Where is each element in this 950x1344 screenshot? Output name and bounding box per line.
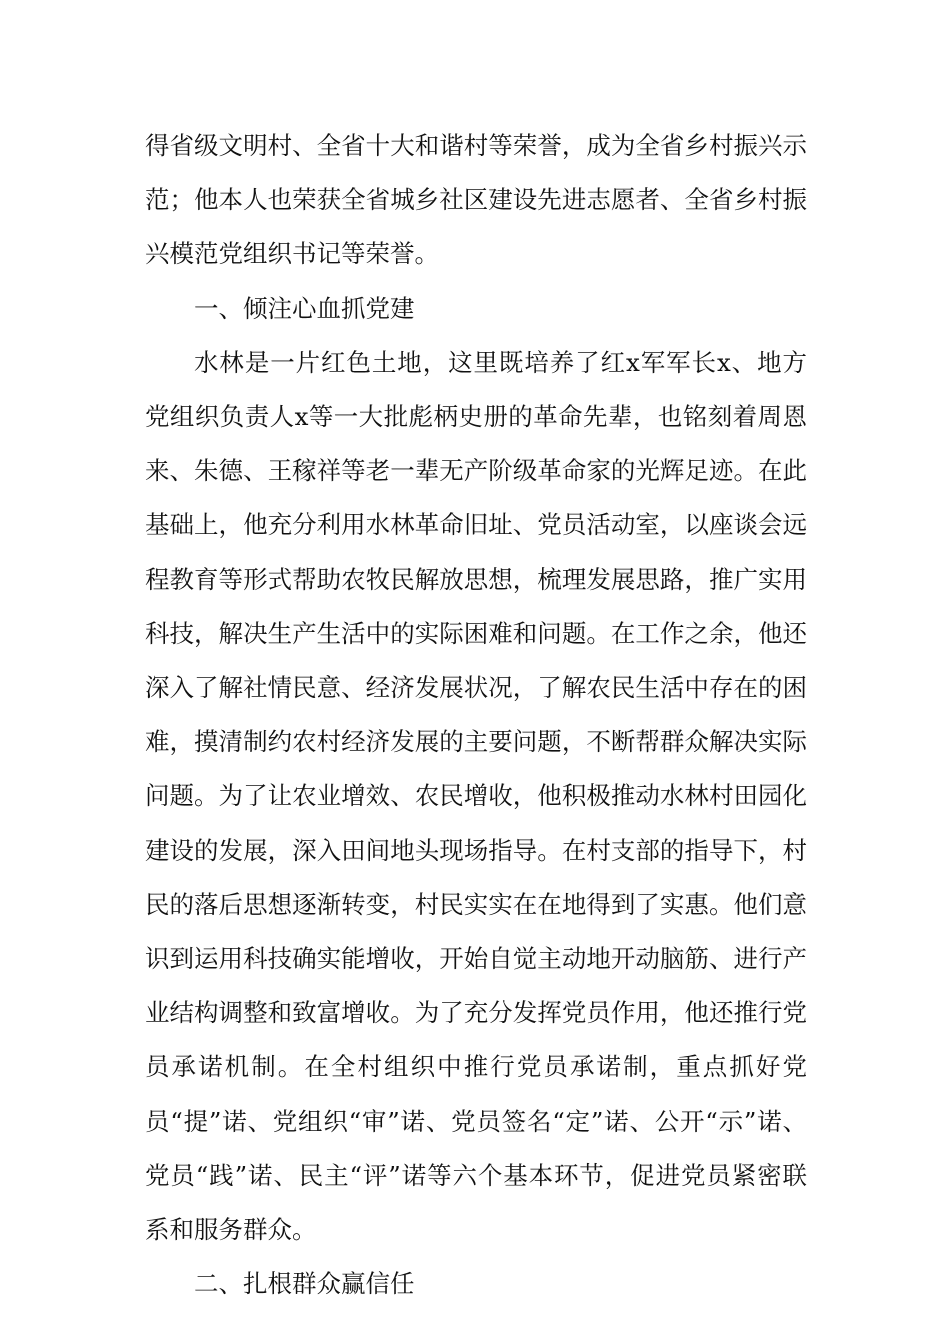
paragraph-party-building: 水林是一片红色土地，这里既培养了红x军军长x、地方党组织负责人x等一大批彪柄史册的革命先辈，也铭刻着周恩来、朱德、王稼祥等老一辈无产阶级革命家的光辉足迹。在此基础上，他充分利用水林革命旧址、党员活动室，以座谈会远程教育等形式帮助农牧民解放思想，梳理发展思路，推广实用科技，解决生产生活中的实际困难和问题。在工作之余，他还深入了解社情民意、经济发展状况，了解农民生活中存在的困难，摸清制约农村经济发展的主要问题，不断帮群众解决实际问题。为了让农业增效、农民增收，他积极推动水林村田园化建设的发展，深入田间地头现场指导。在村支部的指导下，村民的落后思想逐渐转变，村民实实在在地得到了实惠。他们意识到运用科技确实能增收，开始自觉主动地开动脑筋、进行产业结构调整和致富增收。为了充分发挥党员作用，他还推行党员承诺机制。在全村组织中推行党员承诺制，重点抓好党员“提”诺、党组织“审”诺、党员签名“定”诺、公开“示”诺、党员“践”诺、民主“评”诺等六个基本环节，促进党员紧密联系和服务群众。 [145, 347, 807, 1245]
paragraph-honors: 得省级文明村、全省十大和谐村等荣誉，成为全省乡村振兴示范；他本人也荣获全省城乡社区建设先进志愿者、全省乡村振兴模范党组织书记等荣誉。 [145, 131, 807, 269]
document-body [145, 119, 807, 1311]
section-heading-party-building: 一、倾注心血抓党建 [194, 293, 415, 323]
section-heading-trust: 二、扎根群众赢信任 [194, 1269, 415, 1299]
